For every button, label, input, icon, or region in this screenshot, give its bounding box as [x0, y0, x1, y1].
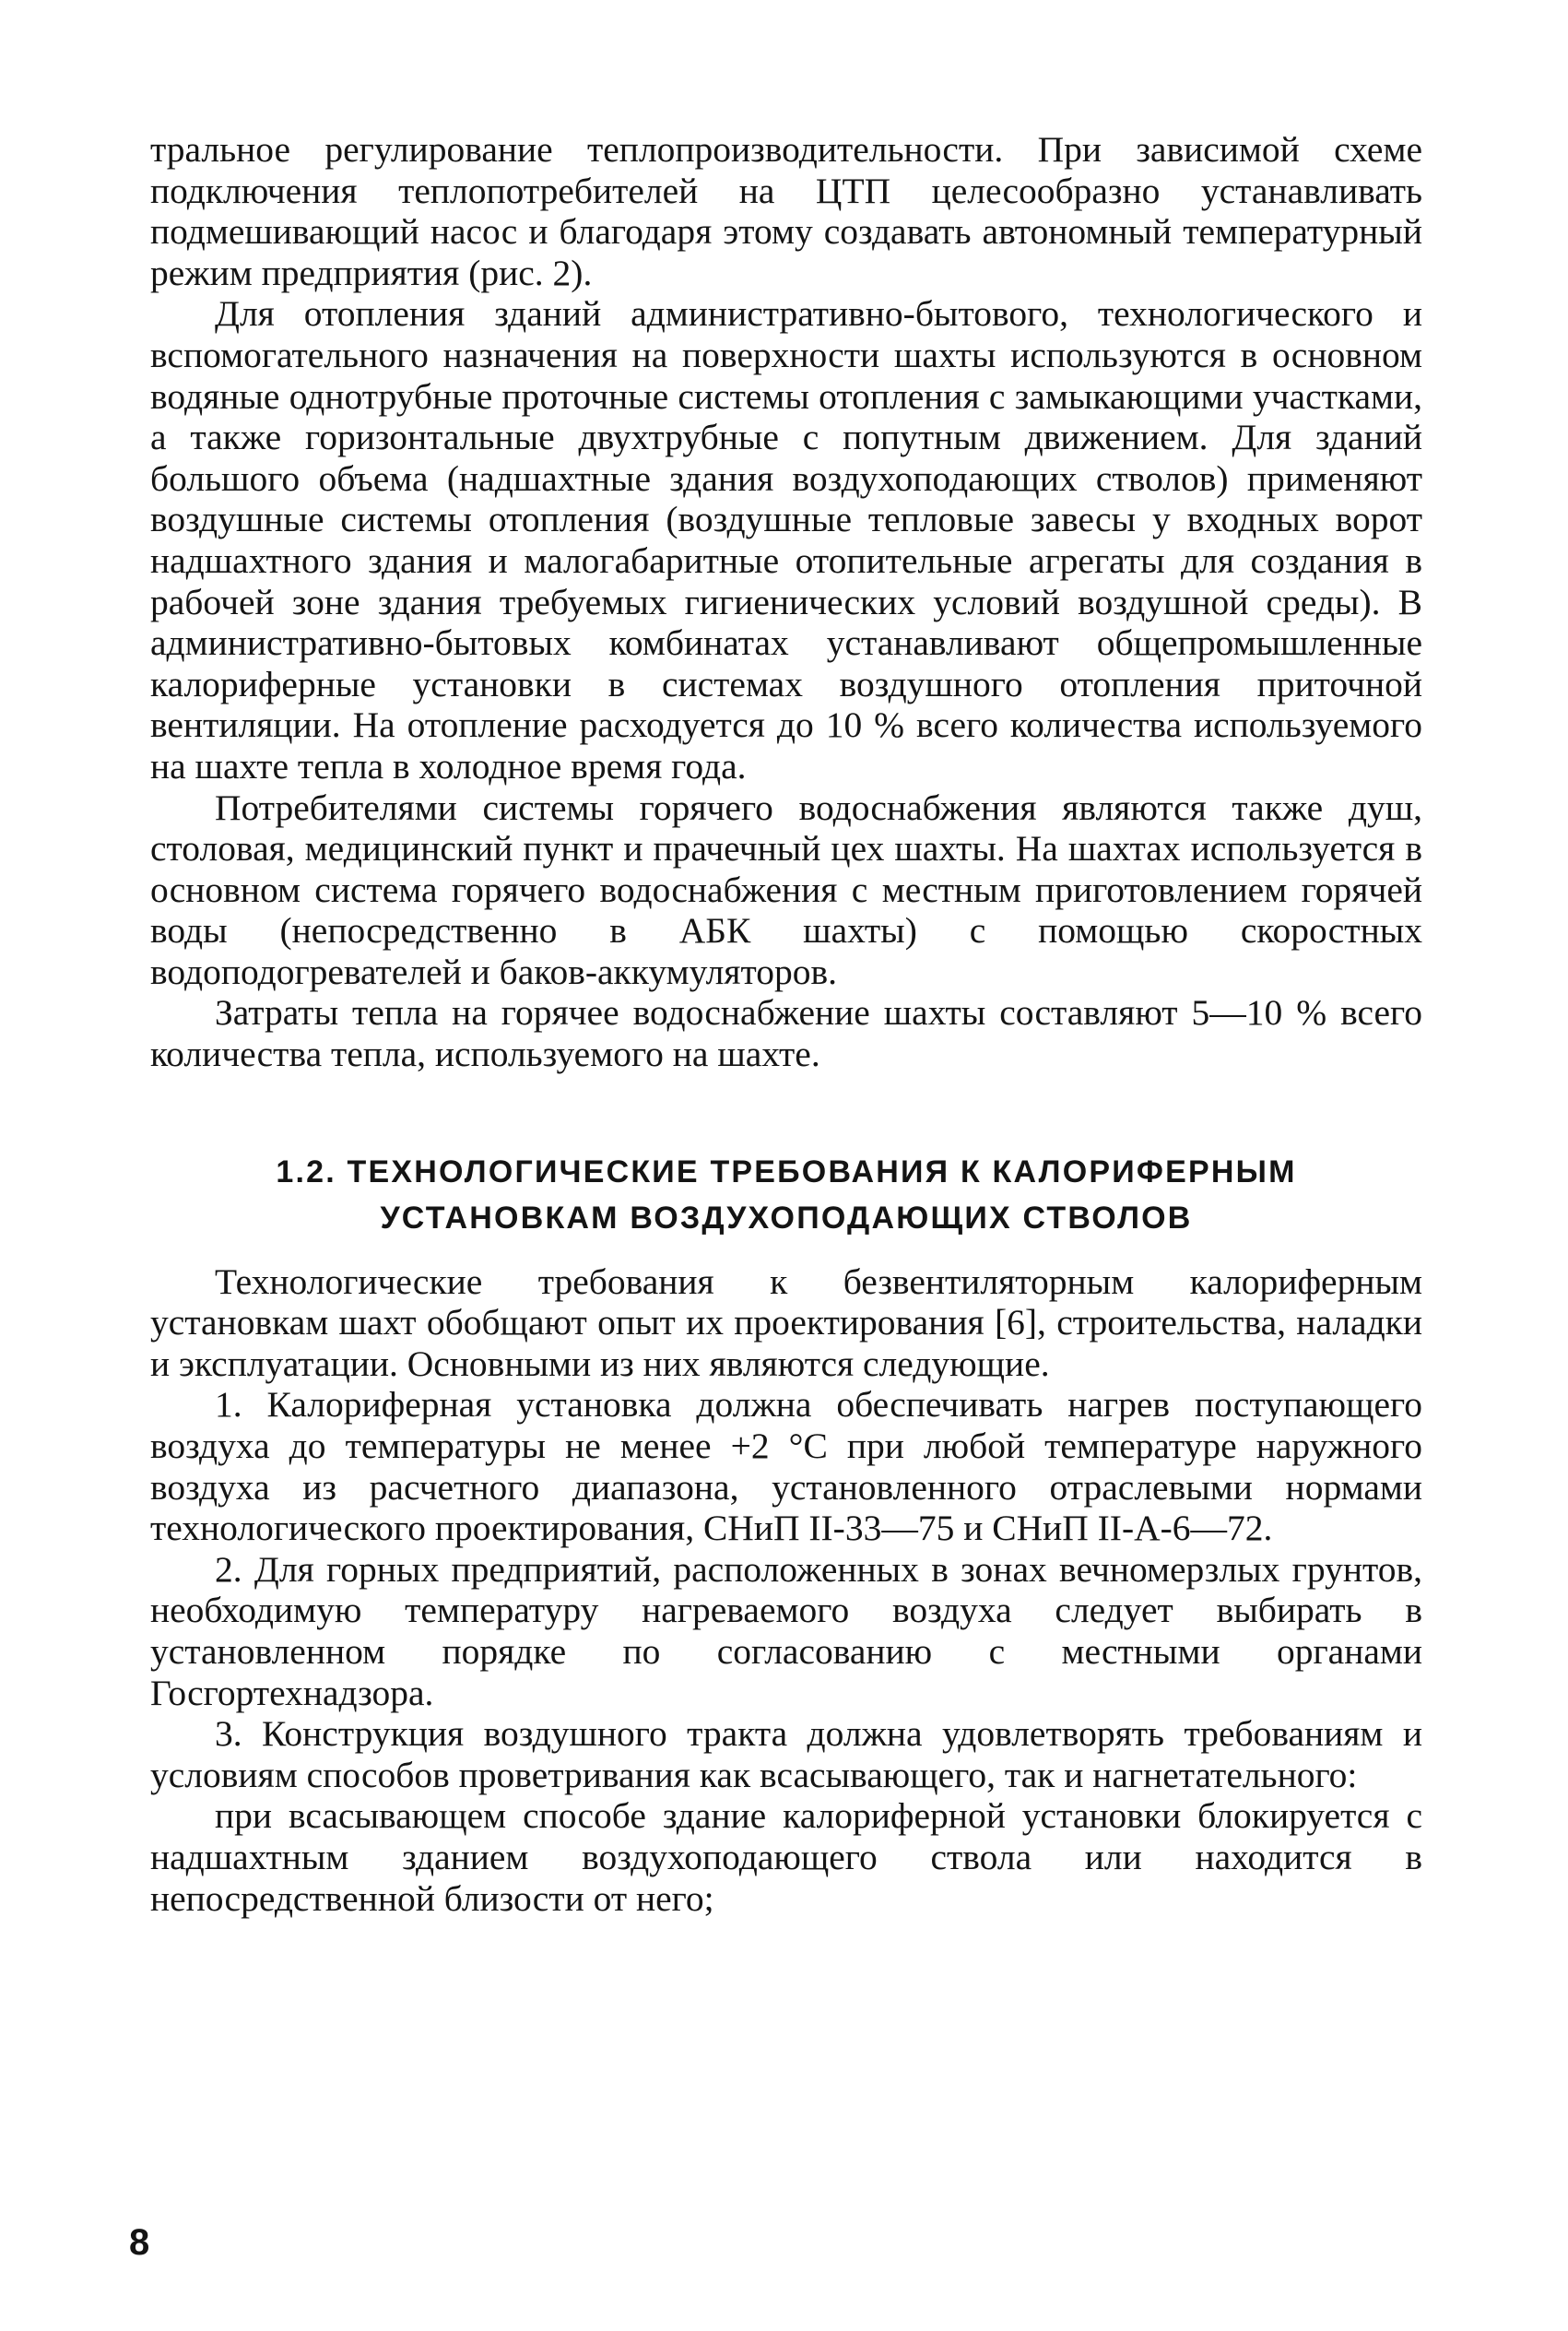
section-heading-line-2: УСТАНОВКАМ ВОЗДУХОПОДАЮЩИХ СТВОЛОВ: [380, 1200, 1193, 1236]
paragraph-hot-water-consumers: Потребителями системы горячего водоснабжения являются также душ, столовая, медицинский пункт и прачечный цех шахты. На шахтах используется в основном система горячего водоснабжения с местным приготовлением горячей воды (непосредственно в АБК шахты) с помощью скоростных водоподогревателей и баков-аккумуляторов.: [150, 787, 1422, 992]
page-number: 8: [129, 2222, 150, 2263]
requirement-item-3: 3. Конструкция воздушного тракта должна удовлетворять требованиям и условиям способов проветривания как всасывающего, так и нагнетательного:: [150, 1713, 1422, 1795]
requirement-item-3-suction: при всасывающем способе здание калориферной установки блокируется с надшахтным зданием воздухоподающего ствола или находится в непосредственной близости от него;: [150, 1795, 1422, 1919]
requirement-item-2: 2. Для горных предприятий, расположенных в зонах вечномерзлых грунтов, необходимую температуру нагреваемого воздуха следует выбирать в установленном порядке по согласованию с местными органами Госгортехнадзора.: [150, 1548, 1422, 1713]
paragraph-heating-buildings: Для отопления зданий административно-бытового, технологического и вспомогательного назначения на поверхности шахты используются в основном водяные однотрубные проточные системы отопления с замыкающими участками, а также горизонтальные двухтрубные с попутным движением. Для зданий большого объема (надшахтные здания воздухоподающих стволов) применяют воздушные системы отопления (воздушные тепловые завесы у входных ворот надшахтного здания и малогабаритные отопительные агрегаты для создания в рабочей зоне здания требуемых гигиенических условий воздушной среды). В административно-бытовых комбинатах устанавливают общепромышленные калориферные установки в системах воздушного отопления приточной вентиляции. На отопление расходуется до 10 % всего количества используемого на шахте тепла в холодное время года.: [150, 293, 1422, 787]
page-body: [150, 129, 1422, 1919]
requirement-item-1: 1. Калориферная установка должна обеспечивать нагрев поступающего воздуха до температуры не менее +2 °С при любой температуре наружного воздуха из расчетного диапазона, установленного отраслевыми нормами технологического проектирования, СНиП II-33—75 и СНиП II-А-6—72.: [150, 1384, 1422, 1549]
section-heading-line-1: 1.2. ТЕХНОЛОГИЧЕСКИЕ ТРЕБОВАНИЯ К КАЛОРИФЕРНЫМ: [276, 1154, 1297, 1189]
section-heading: [150, 1149, 1422, 1241]
paragraph-hot-water-costs: Затраты тепла на горячее водоснабжение шахты составляют 5—10 % всего количества тепла, используемого на шахте.: [150, 992, 1422, 1075]
paragraph-continuation: тральное регулирование теплопроизводительности. При зависимой схеме подключения теплопотребителей на ЦТП целесообразно устанавливать подмешивающий насос и благодаря этому создавать автономный температурный режим предприятия (рис. 2).: [150, 129, 1422, 293]
paragraph-requirements-intro: Технологические требования к безвентиляторным калориферным установкам шахт обобщают опыт их проектирования [6], строительства, наладки и эксплуатации. Основными из них являются следующие.: [150, 1260, 1422, 1384]
